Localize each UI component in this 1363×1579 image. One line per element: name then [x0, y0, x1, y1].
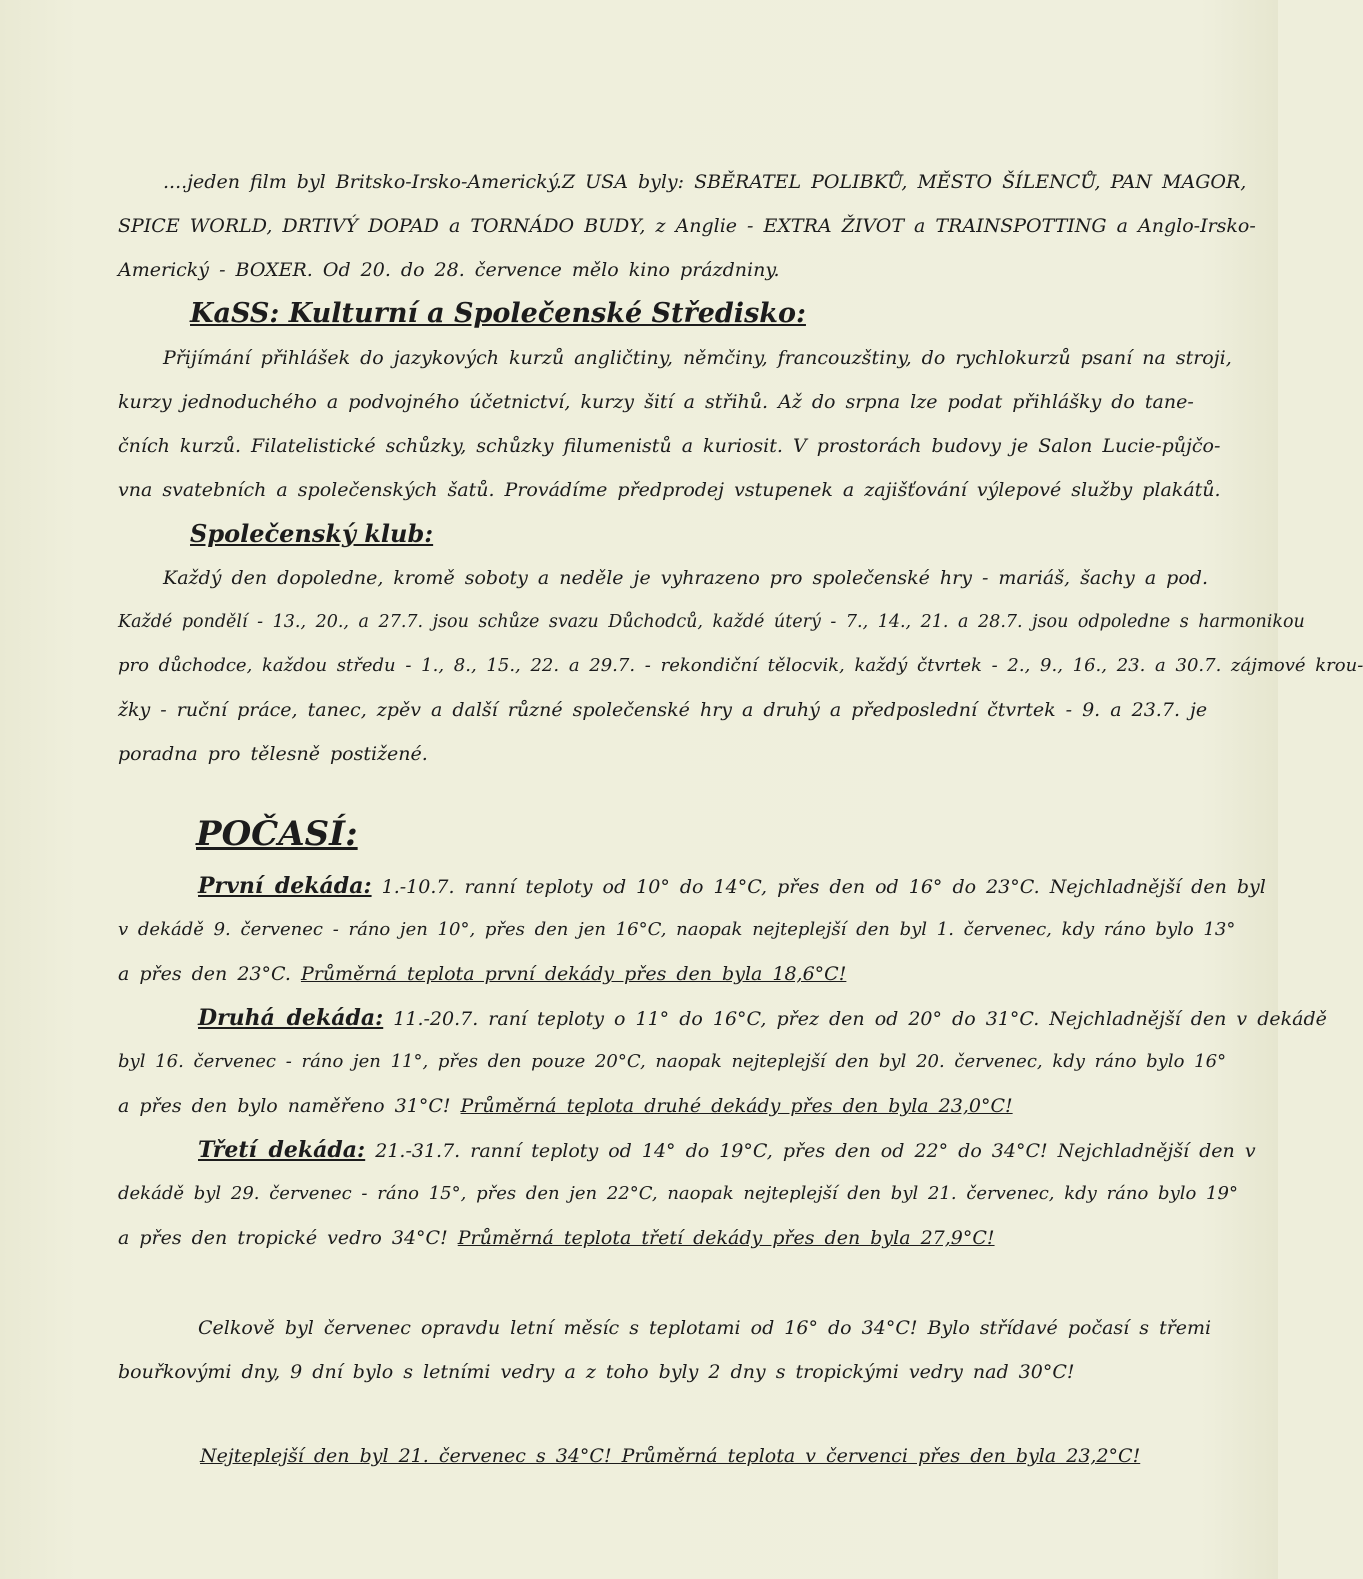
cinema-line: Americký - BOXER. Od 20. do 28. července mělo kino prázdniny.	[118, 259, 780, 281]
club-line: žky - ruční práce, tanec, zpěv a další různé společenské hry a druhý a předposlední čtvrtek - 9. a 23.7. je	[118, 699, 1208, 721]
summary-line: bouřkovými dny, 9 dní bylo s letními vedry a z toho byly 2 dny s tropickými vedry nad 30°C!	[118, 1361, 1075, 1383]
second-decade-line: byl 16. červenec - ráno jen 11°, přes den pouze 20°C, naopak nejteplejší den byl 20. červenec, kdy ráno bylo 16°	[118, 1051, 1227, 1072]
club-line: Každé pondělí - 13., 20., a 27.7. jsou schůze svazu Důchodců, každé úterý - 7., 14., 21. a 28.7. jsou odpoledne s harmonikou	[118, 612, 1305, 632]
club-line: poradna pro tělesně postižené.	[118, 743, 428, 765]
page-content	[118, 160, 1363, 1478]
first-decade-line	[118, 864, 1266, 908]
summary-line: Celkově byl červenec opravdu letní měsíc s teplotami od 16° do 34°C! Bylo střídavé počasí s třemi	[198, 1317, 1212, 1339]
third-decade-text: a přes den tropické vedro 34°C!	[118, 1227, 448, 1249]
third-decade-text: 21.-31.7. ranní teploty od 14° do 19°C, přes den od 22° do 34°C! Nejchladnější den v	[375, 1140, 1256, 1162]
first-decade-text: 1.-10.7. ranní teploty od 10° do 14°C, přes den od 16° do 23°C. Nejchladnější den byl	[381, 876, 1266, 898]
second-decade-line	[118, 996, 1327, 1040]
third-decade-line: dekádě byl 29. červenec - ráno 15°, přes den jen 22°C, naopak nejteplejší den byl 21. červenec, kdy ráno bylo 19°	[118, 1183, 1238, 1204]
first-decade-line: v dekádě 9. červenec - ráno jen 10°, přes den jen 16°C, naopak nejteplejší den byl 1. červenec, kdy ráno bylo 13°	[118, 919, 1236, 940]
kass-line: Přijímání přihlášek do jazykových kurzů angličtiny, němčiny, francouzštiny, do rychlokurzů psaní na stroji,	[163, 347, 1232, 369]
kass-line: vna svatebních a společenských šatů. Provádíme předprodej vstupenek a zajišťování výlepové služby plakátů.	[118, 479, 1221, 501]
first-decade-average: Průměrná teplota první dekády přes den byla 18,6°C!	[300, 963, 847, 985]
cinema-line: SPICE WORLD, DRTIVÝ DOPAD a TORNÁDO BUDY, z Anglie - EXTRA ŽIVOT a TRAINSPOTTING a Anglo-Irsko-	[118, 215, 1256, 237]
second-decade-text: a přes den bylo naměřeno 31°C!	[118, 1095, 451, 1117]
first-decade-text: a přes den 23°C.	[118, 963, 291, 985]
kass-line: čních kurzů. Filatelistické schůzky, schůzky filumenistů a kuriosit. V prostorách budovy je Salon Lucie-půjčo-	[118, 435, 1221, 457]
third-decade-average: Průměrná teplota třetí dekády přes den byla 27,9°C!	[457, 1227, 995, 1249]
club-heading: Společenský klub:	[190, 519, 434, 548]
club-line: Každý den dopoledne, kromě soboty a neděle je vyhrazeno pro společenské hry - mariáš, šachy a pod.	[163, 567, 1208, 589]
third-decade-label: Třetí dekáda:	[198, 1137, 366, 1163]
final-summary: Nejteplejší den byl 21. červenec s 34°C! Průměrná teplota v červenci přes den byla 23,2°C!	[200, 1445, 1141, 1467]
second-decade-line	[118, 1084, 1218, 1128]
spacer	[118, 1260, 1218, 1306]
second-decade-label: Druhá dekáda:	[198, 1005, 384, 1031]
second-decade-text: 11.-20.7. raní teploty o 11° do 16°C, přez den od 20° do 31°C. Nejchladnější den v dekádě	[393, 1008, 1327, 1030]
third-decade-line	[118, 1128, 1256, 1172]
weather-title: POČASÍ:	[196, 814, 358, 854]
first-decade-line	[118, 952, 1218, 996]
kass-heading: KaSS: Kulturní a Společenské Středisko:	[190, 298, 806, 329]
cinema-line: ....jeden film byl Britsko-Irsko-Americký.Z USA byly: SBĚRATEL POLIBKŮ, MĚSTO ŠÍLENCŮ, PAN MAGOR,	[163, 171, 1247, 193]
third-decade-line	[118, 1216, 1218, 1260]
second-decade-average: Průměrná teplota druhé dekády přes den byla 23,0°C!	[460, 1095, 1013, 1117]
first-decade-label: První dekáda:	[198, 873, 372, 899]
club-line: pro důchodce, každou středu - 1., 8., 15., 22. a 29.7. - rekondiční tělocvik, každý čtvrtek - 2., 9., 16., 23. a 30.7. zájmové krou-	[118, 655, 1363, 676]
kass-line: kurzy jednoduchého a podvojného účetnictví, kurzy šití a střihů. Až do srpna lze podat přihlášky do tane-	[118, 391, 1194, 413]
spacer	[118, 1394, 1218, 1434]
